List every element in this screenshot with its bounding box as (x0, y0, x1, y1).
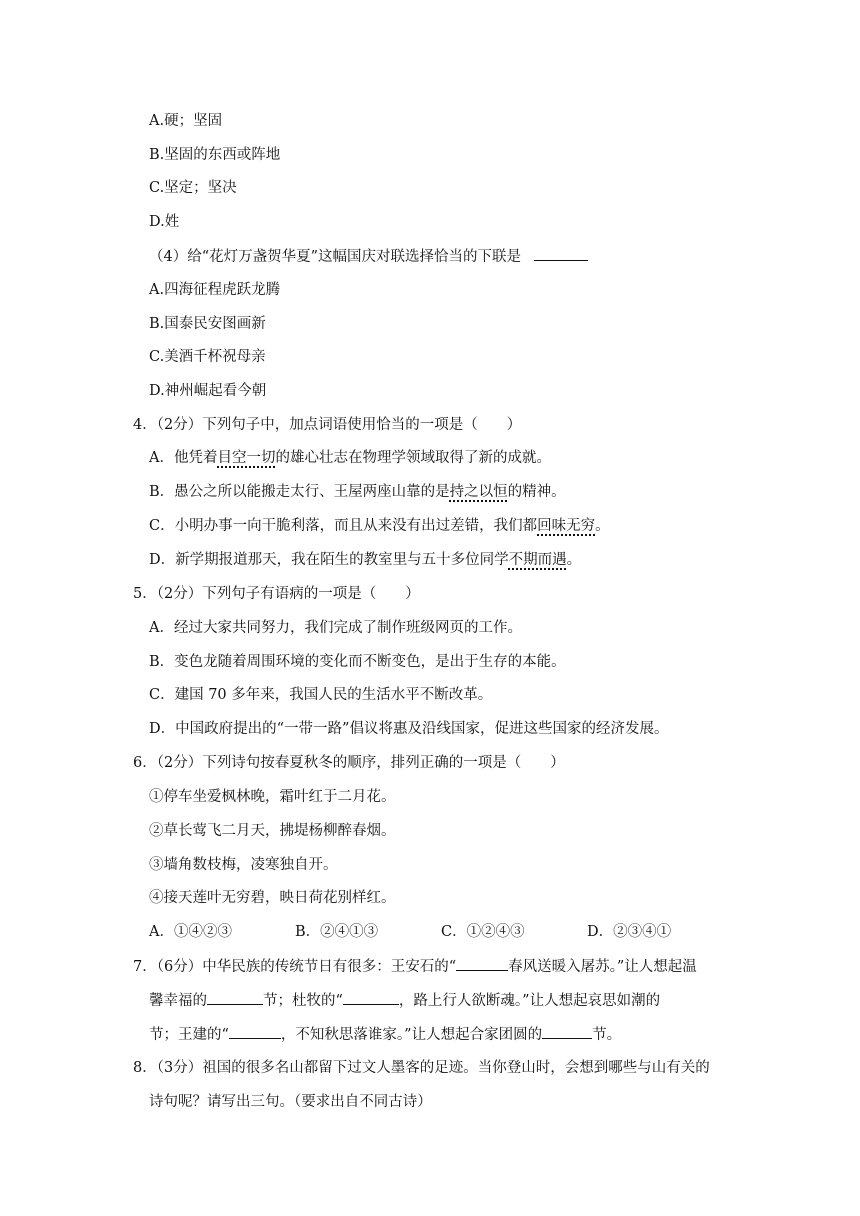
q5-option-a: A．经过大家共同努力，我们完成了制作班级网页的工作。 (149, 620, 522, 636)
q6-choice-a[interactable]: A．①④②③ (149, 924, 232, 940)
q3-sub4-text: （4）给“花灯万盏贺华夏”这幅国庆对联选择恰当的下联是 (149, 249, 522, 265)
q3-sub4-stem (149, 246, 588, 267)
q4-b-dotted-word: 持之以恒 (449, 484, 508, 500)
q6-choices (149, 922, 671, 942)
q6-poem-line-4: ④接天莲叶无穷碧，映日荷花别样红。 (149, 890, 396, 906)
answer-blank[interactable] (542, 1024, 592, 1039)
q5-stem: 5．（2分）下列句子有语病的一项是（ ） (133, 586, 420, 602)
q4-option-c (149, 516, 610, 536)
q6-choice-d[interactable]: D．②③④① (587, 924, 672, 940)
q4-d-text-end: 。 (566, 552, 582, 568)
q6-stem: 6．（2分）下列诗句按春夏秋冬的顺序，排列正确的一项是（ ） (133, 755, 565, 771)
q5-option-b: B．变色龙随着周围环境的变化而不断变色，是出于生存的本能。 (149, 654, 566, 670)
q6-poem-line-1: ①停车坐爱枫林晚，霜叶红于二月花。 (149, 789, 396, 805)
q4-option-b (149, 482, 566, 502)
q8-line-2: 诗句呢？请写出三句。（要求出自不同古诗） (149, 1094, 432, 1110)
q3-sub4-option-a: A.四海征程虎跃龙腾 (149, 282, 281, 298)
q3-option-d: D.姓 (149, 214, 180, 230)
q6-choice-c[interactable]: C．①②④③ (441, 924, 525, 940)
q5-option-d: D．中国政府提出的“一带一路”倡议将惠及沿线国家，促进这些国家的经济发展。 (149, 721, 669, 737)
q4-b-text: B．愚公之所以能搬走太行、王屋两座山靠的是 (149, 484, 450, 500)
q4-stem: 4．（2分）下列句子中，加点词语使用恰当的一项是（ ） (133, 417, 522, 433)
q7-text-1: 7．（6分）中华民族的传统节日有很多：王安石的“ (133, 959, 457, 975)
q8-line-1: 8．（3分）祖国的很多名山都留下过文人墨客的足迹。当你登山时，会想到哪些与山有关的 (133, 1060, 710, 1076)
q6-choice-b[interactable]: B．②④①③ (295, 924, 379, 940)
q7-line-3 (149, 1024, 621, 1045)
q4-b-text-end: 的精神。 (507, 484, 566, 500)
q4-option-a (149, 448, 551, 468)
q7-text-2: 春风送暖入屠苏。”让人想起温 (508, 959, 697, 975)
q7-text-7: ，不知秋思落谁家。”让人想起合家团圆的 (280, 1027, 543, 1043)
q7-text-3: 馨幸福的 (149, 993, 207, 1009)
q4-c-text: C．小明办事一向干脆利落，而且从来没有出过差错，我们都 (149, 518, 538, 534)
answer-blank[interactable] (343, 990, 399, 1005)
q7-text-6: 节；王建的“ (149, 1027, 229, 1043)
q7-line-2 (149, 990, 660, 1011)
q4-d-dotted-word: 不期而遇 (508, 552, 567, 568)
q4-a-text: A．他凭着 (149, 450, 218, 466)
q3-sub4-option-c: C.美酒千杯祝母亲 (149, 349, 266, 365)
q5-option-c: C．建国 70 多年来，我国人民的生活水平不断改革。 (149, 687, 493, 703)
q3-option-c: C.坚定；坚决 (149, 180, 237, 196)
q6-poem-line-3: ③墙角数枝梅，凌寒独自开。 (149, 857, 338, 873)
q7-text-5: ，路上行人欲断魂。”让人想起哀思如潮的 (398, 993, 661, 1009)
q4-option-d (149, 550, 581, 570)
q3-sub4-option-b: B.国泰民安图画新 (149, 316, 266, 332)
answer-blank[interactable] (229, 1024, 281, 1039)
q4-a-text-end: 的雄心壮志在物理学领域取得了新的成就。 (275, 450, 551, 466)
q7-text-4: 节；杜牧的“ (263, 993, 343, 1009)
q4-a-dotted-word: 目空一切 (217, 450, 276, 466)
q4-d-text: D．新学期报道那天，我在陌生的教室里与五十多位同学 (149, 552, 509, 568)
q6-poem-line-2: ②草长莺飞二月天，拂堤杨柳醉春烟。 (149, 823, 396, 839)
q3-option-a: A.硬；坚固 (149, 113, 223, 129)
answer-blank[interactable] (456, 956, 508, 971)
q4-c-text-end: 。 (595, 518, 610, 534)
q7-line-1 (133, 956, 697, 977)
answer-blank[interactable] (534, 246, 588, 261)
q3-option-b: B.坚固的东西或阵地 (149, 147, 281, 163)
answer-blank[interactable] (207, 990, 263, 1005)
q7-text-8: 节。 (592, 1027, 622, 1043)
q4-c-dotted-word: 回味无穷 (537, 518, 596, 534)
q3-sub4-option-d: D.神州崛起看今朝 (149, 383, 267, 399)
